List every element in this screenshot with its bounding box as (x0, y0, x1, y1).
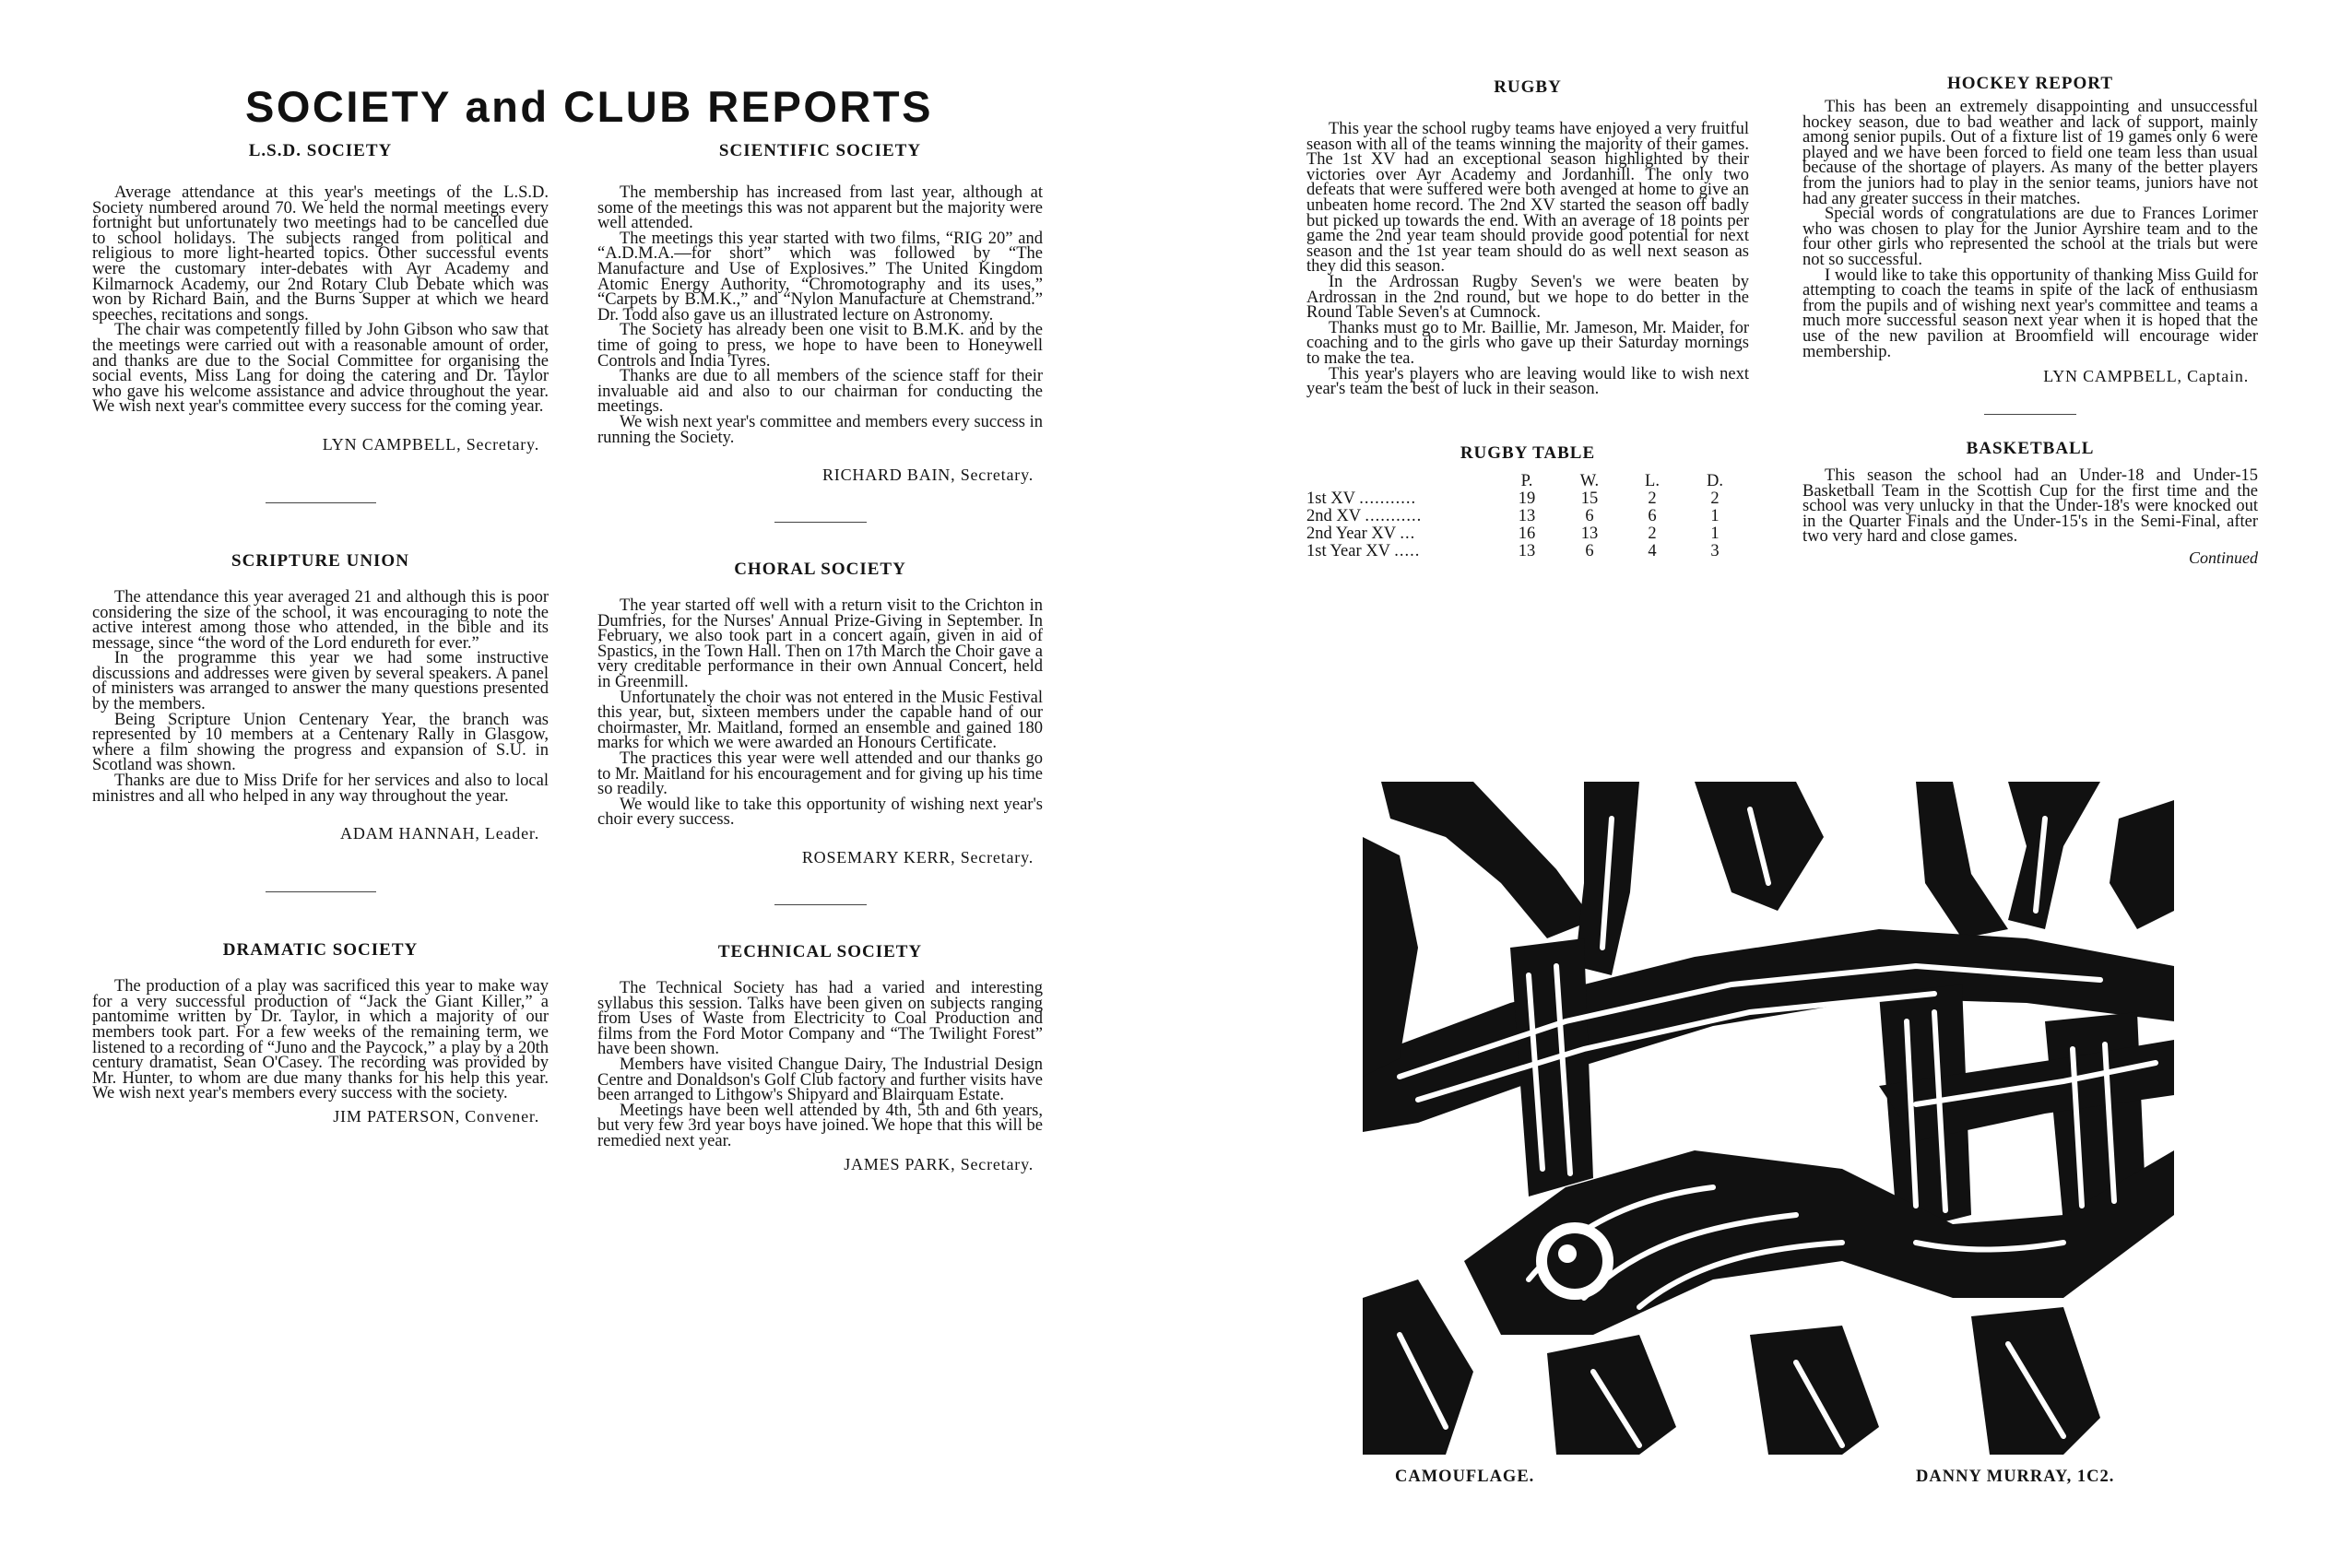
paragraph: Thanks are due to all members of the science staff for their invaluable aid and also to our chairman for conducting the meetings. (597, 367, 1043, 417)
won-cell: 6 (1585, 541, 1594, 560)
team-column-header (1306, 473, 1495, 490)
paragraph: This season the school had an Under-18 and Under-15 Basketball Team in the Scottish Cup for the first time and the school was very unlucky in that the Under-18's were knocked out in the Quarter Finals and the Under-15's in the Semi-Final, after two very hard and close games. (1802, 466, 2258, 547)
lsd-society-report (92, 141, 549, 454)
column-header: P. (1520, 471, 1533, 490)
paragraph: This year's players who are leaving would like to wish next year's team the best of luck in their season. (1306, 364, 1749, 399)
paragraph: Thanks must go to Mr. Baillie, Mr. Jameson, Mr. Maider, for coaching and to the girls who gave up their Saturday mornings to make the tea. (1306, 318, 1749, 368)
hockey-column (1802, 74, 2258, 568)
paragraph: The meetings this year started with two films, “RIG 20” and “A.D.M.A.—for short” which was followed by “The Manufacture and Use of Explosives.” The United Kingdom Atomic Energy Authority, “Chromotography and its uses,” “Carpets by B.M.K.,” and “Nylon Manufacture at Chemstrand.” Dr. Todd also gave us an illustrated lecture on Astronomy. (597, 229, 1043, 324)
section-heading: RUGBY TABLE (1460, 442, 1596, 463)
won-cell: 13 (1580, 524, 1599, 543)
won-cell: 6 (1585, 506, 1594, 525)
paragraph: Members have visited Changue Dairy, The Industrial Design Centre and Donaldson's Golf Club factory and further visits have been arranged to Lithgow's Shipyard and Blairquam Estate. (597, 1055, 1043, 1105)
table-row (1306, 525, 1746, 543)
lost-cell: 4 (1648, 541, 1657, 560)
rugby-table (1306, 473, 1746, 560)
drawn-cell: 3 (1710, 541, 1720, 560)
divider (266, 891, 376, 892)
signature: JIM PATERSON, Convener. (333, 1106, 539, 1126)
paragraph: The production of a play was sacrificed this year to make way for a very successful production of “Jack the Giant Killer,” a pantomime written by Dr. Taylor, in which a majority of our members took part. For a few weeks of the remaining term, we listened to a recording of “Juno and the Paycock,” a play by a 20th century dramatist, Sean O'Casey. The recording was provided by Mr. Hunter, to whom are due many thanks for his help this year. We wish next year's members every success with the society. (92, 977, 549, 1103)
section-heading: CHORAL SOCIETY (734, 560, 906, 580)
section-heading: HOCKEY REPORT (1946, 74, 2113, 93)
drawn-cell: 1 (1710, 524, 1720, 543)
section-heading: RUGBY (1494, 77, 1562, 97)
leader-dots: ........... (1359, 489, 1417, 508)
paragraph: We wish next year's committee and members every success in running the Society. (597, 412, 1043, 447)
paragraph: The Society has already been one visit to B.M.K. and by the time of going to press, we hope to have been to Honeywell Controls and India Tyres. (597, 321, 1043, 371)
page-title: SOCIETY and CLUB REPORTS (245, 82, 933, 131)
section-heading: SCRIPTURE UNION (231, 550, 409, 571)
divider (774, 904, 867, 905)
played-cell: 19 (1518, 489, 1536, 508)
paragraph: Thanks are due to Miss Drife for her services and also to local ministres and all who helped in any way throughout the year. (92, 772, 549, 806)
scripture-union-report (92, 551, 549, 843)
paragraph: The membership has increased from last year, although at some of the meetings this was not apparent but the majority were well attended. (597, 183, 1043, 233)
column-header: D. (1707, 471, 1723, 490)
paragraph: We would like to take this opportunity of wishing next year's choir every success. (597, 795, 1043, 830)
scientific-society-report (597, 141, 1043, 485)
drawn-cell: 2 (1710, 489, 1720, 508)
signature: ROSEMARY KERR, Secretary. (801, 848, 1034, 867)
dramatic-society-report (92, 940, 549, 1126)
artwork-title: CAMOUFLAGE. (1395, 1468, 1535, 1486)
continued-note: Continued (2189, 548, 2258, 568)
divider (266, 502, 376, 503)
rugby-report (1306, 77, 1749, 397)
right-column (597, 141, 1043, 1174)
column-header: L. (1645, 471, 1660, 490)
paragraph: The year started off well with a return visit to the Crichton in Dumfries, for the Nurses' Annual Prize-Giving in September. In February, we also took part in a concert again, given in aid of Spastics, in the Town Hall. Then on 17th March the Choir gave a very creditable performance in their own Annual Concert, held in Greenmill. (597, 596, 1043, 692)
table-row (1306, 490, 1746, 508)
signature: ADAM HANNAH, Leader. (340, 824, 539, 843)
paragraph: This has been an extremely disappointing and unsuccessful hockey season, due to bad weather and lack of support, mainly among senior pupils. Out of a fixture list of 19 games only 6 were played and we have been forced to field one team less than usual because of the shortage of players. As many of the better players from the juniors had to play in the senior teams, juniors have not had any greater success in their matches. (1802, 98, 2258, 208)
table-row (1306, 508, 1746, 525)
team-name: 1st Year XV (1306, 541, 1390, 560)
won-cell: 15 (1580, 489, 1599, 508)
played-cell: 13 (1518, 541, 1536, 560)
report-body (1802, 100, 2258, 360)
report-body (1306, 122, 1749, 397)
paragraph: Meetings have been well attended by 4th, 5th and 6th years, but very few 3rd year boys have joined. We hope that this will be remedied next year. (597, 1101, 1043, 1150)
report-body (92, 979, 549, 1102)
paragraph: Average attendance at this year's meetings of the L.S.D. Society numbered around 70. We held the normal meetings every fortnight but unfortunately two meetings had to be cancelled due to school holidays. The subjects ranged from political and religious to more light-hearted topics. Other successful events were the customary inter-debates with Ayr Academy and Kilmarnock Academy, our 2nd Rotary Club Debate which was won by Richard Bain, and the Burns Supper at which we heard speeches, recitations and songs. (92, 183, 549, 324)
divider (1984, 414, 2076, 415)
report-body (92, 587, 549, 806)
signature: JAMES PARK, Secretary. (844, 1154, 1034, 1173)
leader-dots: ..... (1394, 541, 1421, 560)
paragraph: This year the school rugby teams have enjoyed a very fruitful season with all of the teams winning the majority of their games. The 1st XV had an exceptional season highlighted by their victories over Ayr Academy and Jordanhill. The only two defeats that were suffered were both avenged at home to give an unbeaten home record. The 2nd XV started the season off badly but picked up towards the end. With an average of 18 points per game the 2nd year team should provide good potential for next season and the 1st year team should do as well next season as they did this season. (1306, 120, 1749, 277)
basketball-report (1802, 439, 2258, 568)
paragraph: I would like to take this opportunity of thanking Miss Guild for attempting to coach the teams in spite of the lack of enthusiasm from the pupils and of wishing next year's committee and teams a much more successful season next year when it is hoped that the use of the new pavilion at Broomfield will encourage wider membership. (1802, 265, 2258, 361)
table-header-row (1306, 473, 1746, 490)
signature: RICHARD BAIN, Secretary. (822, 466, 1034, 485)
artwork-artist: DANNY MURRAY, 1C2. (1916, 1468, 2115, 1486)
lost-cell: 2 (1648, 524, 1657, 543)
report-body (597, 981, 1043, 1149)
section-heading: BASKETBALL (1966, 439, 2095, 459)
section-heading: TECHNICAL SOCIETY (717, 942, 923, 961)
leader-dots: ... (1400, 524, 1416, 543)
choral-society-report (597, 560, 1043, 867)
paragraph: Special words of congratulations are due to Frances Lorimer who was chosen to play for the Junior Ayrshire team and to the four other girls who represented the school at the trials but were not so successful. (1802, 205, 2258, 269)
team-name: 2nd XV (1306, 506, 1361, 525)
lost-cell: 6 (1648, 506, 1657, 525)
hockey-report (1802, 74, 2258, 386)
left-column (92, 141, 549, 1126)
section-heading: DRAMATIC SOCIETY (222, 940, 419, 961)
paragraph: The practices this year were well attended and our thanks go to Mr. Maitland for his encouragement and for giving up his time so readily. (597, 749, 1043, 799)
paragraph: The Technical Society has had a varied and interesting syllabus this session. Talks have been given on subjects ranging from Uses of Waste from Electricity to Coal Production and films from the Ford Motor Company and “The Twilight Forest” have been shown. (597, 979, 1043, 1059)
paragraph: The chair was competently filled by John Gibson who saw that the meetings were carried out with a reasonable amount of order, and thanks are due to the Social Committee for organising the social events, Miss Lang for doing the catering and Dr. Taylor who gave his welcome assistance and advice throughout the year. We wish next year's committee every success for the coming year. (92, 321, 549, 417)
rugby-table-section (1306, 443, 1749, 560)
column-header: W. (1579, 471, 1600, 490)
report-body (597, 598, 1043, 828)
section-heading: L.S.D. SOCIETY (248, 141, 393, 160)
team-name: 2nd Year XV (1306, 524, 1396, 543)
signature: LYN CAMPBELL, Captain. (2043, 367, 2249, 386)
signature: LYN CAMPBELL, Secretary. (322, 434, 539, 454)
drawn-cell: 1 (1710, 506, 1720, 525)
paragraph: In the programme this year we had some instructive discussions and addresses were given by several speakers. A panel of ministers was arranged to answer the many questions presented by the members. (92, 649, 549, 714)
paragraph: Being Scripture Union Centenary Year, the branch was represented by 10 members at a Centenary Rally in Glasgow, where a film showing the progress and expansion of S.U. in Scotland was shown. (92, 710, 549, 775)
report-body (1802, 468, 2258, 545)
lost-cell: 2 (1648, 489, 1657, 508)
divider (774, 522, 867, 523)
leader-dots: ........... (1365, 506, 1423, 525)
paragraph: The attendance this year averaged 21 and although this is poor considering the size of the school, it was encouraging to note the active interest among those who attended, in the bible and its message, since “the word of the Lord endureth for ever.” (92, 587, 549, 653)
section-heading: SCIENTIFIC SOCIETY (718, 141, 922, 160)
rugby-column (1306, 77, 1749, 560)
paragraph: Unfortunately the choir was not entered in the Music Festival this year, but, sixteen members under the capable hand of our choirmaster, Mr. Maitland, formed an ensemble and gained 180 marks for which we were awarded an Honours Certificate. (597, 688, 1043, 753)
report-body (597, 185, 1043, 445)
played-cell: 13 (1518, 506, 1536, 525)
spread-gutter (1102, 0, 1249, 1568)
report-body (92, 185, 549, 415)
paragraph: In the Ardrossan Rugby Seven's we were beaten by Ardrossan in the 2nd round, but we hope to do better in the Round Table Seven's at Cumnock. (1306, 272, 1749, 323)
played-cell: 16 (1518, 524, 1536, 543)
technical-society-report (597, 942, 1043, 1174)
left-page (0, 0, 1102, 1568)
team-name: 1st XV (1306, 489, 1355, 508)
table-row (1306, 543, 1746, 560)
camouflage-linocut-image (1363, 782, 2174, 1455)
